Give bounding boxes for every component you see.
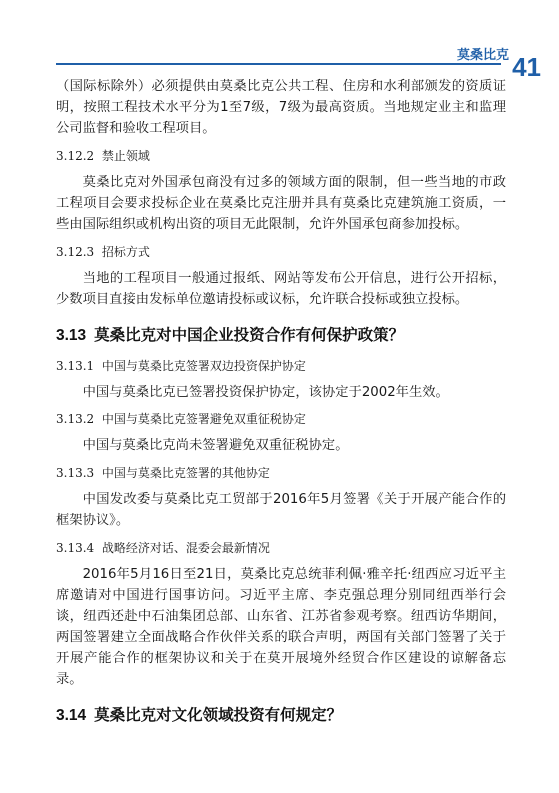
subheading-title: 中国与莫桑比克签署避免双重征税协定 — [101, 412, 306, 426]
subheading-3-13-1 — [56, 358, 506, 374]
section-title: 莫桑比克对中国企业投资合作有何保护政策？ — [94, 326, 405, 344]
subheading-number: 3.13.1 — [56, 359, 95, 373]
paragraph-state-visit: 2016年5月16日至21日，莫桑比克总统菲利佩·雅辛托·纽西应习近平主席邀请对中国进行国事访问。习近平主席、李克强总理分别同纽西举行会谈，纽西还赴中石油集团总部、山东省、江苏省参观考察。纽西访华期间，两国签署建立全面战略合作伙伴关系的联合声明，两国有关部门签署了关于开展产能合作的框架协议和关于在莫开展境外经贸合作区建设的谅解备忘录。 — [56, 567, 506, 687]
page-content — [56, 76, 506, 727]
paragraph-investment-protection: 中国与莫桑比克已签署投资保护协定，该协定于2002年生效。 — [82, 385, 449, 400]
paragraph-bidding-methods: 当地的工程项目一般通过报纸、网站等发布公开信息，进行公开招标，少数项目直接由发标单位邀请投标或议标，允许联合投标或独立投标。 — [56, 271, 506, 307]
section-number: 3.13 — [56, 327, 87, 344]
subheading-number: 3.13.2 — [56, 412, 95, 426]
subheading-3-12-2 — [56, 148, 506, 164]
subheading-3-12-3 — [56, 244, 506, 260]
subheading-3-13-4 — [56, 540, 506, 556]
paragraph-qualification: （国际标除外）必须提供由莫桑比克公共工程、住房和水利部颁发的资质证明，按照工程技术水平分为1至7级，7级为最高资质。当地规定业主和监理公司监督和验收工程项目。 — [56, 79, 506, 136]
section-heading-3-14 — [56, 704, 506, 727]
subheading-number: 3.13.4 — [56, 541, 95, 555]
subheading-title: 中国与莫桑比克签署的其他协定 — [101, 466, 270, 480]
subheading-title: 禁止领域 — [101, 149, 150, 163]
subheading-3-13-2 — [56, 411, 506, 427]
section-heading-3-13 — [56, 324, 506, 347]
section-number: 3.14 — [56, 707, 87, 724]
subheading-number: 3.13.3 — [56, 466, 95, 480]
paragraph-other-agreements: 中国发改委与莫桑比克工贸部于2016年5月签署《关于开展产能合作的框架协议》。 — [56, 492, 506, 528]
subheading-title: 战略经济对话、混委会最新情况 — [101, 541, 270, 555]
paragraph-double-taxation: 中国与莫桑比克尚未签署避免双重征税协定。 — [82, 438, 349, 453]
subheading-title: 中国与莫桑比克签署双边投资保护协定 — [101, 359, 306, 373]
page-number: 41 — [512, 52, 541, 82]
running-head: 莫桑比克 — [456, 48, 509, 63]
subheading-3-13-3 — [56, 465, 506, 481]
subheading-number: 3.12.2 — [56, 149, 95, 163]
header-rule — [56, 63, 501, 65]
subheading-title: 招标方式 — [101, 245, 150, 259]
section-title: 莫桑比克对文化领域投资有何规定？ — [94, 706, 343, 724]
subheading-number: 3.12.3 — [56, 245, 95, 259]
paragraph-prohibited-fields: 莫桑比克对外国承包商没有过多的领域方面的限制，但一些当地的市政工程项目会要求投标企业在莫桑比克注册并具有莫桑比克建筑施工资质，一些由国际组织或机构出资的项目无此限制，允许外国承包商参加投标。 — [56, 175, 506, 232]
